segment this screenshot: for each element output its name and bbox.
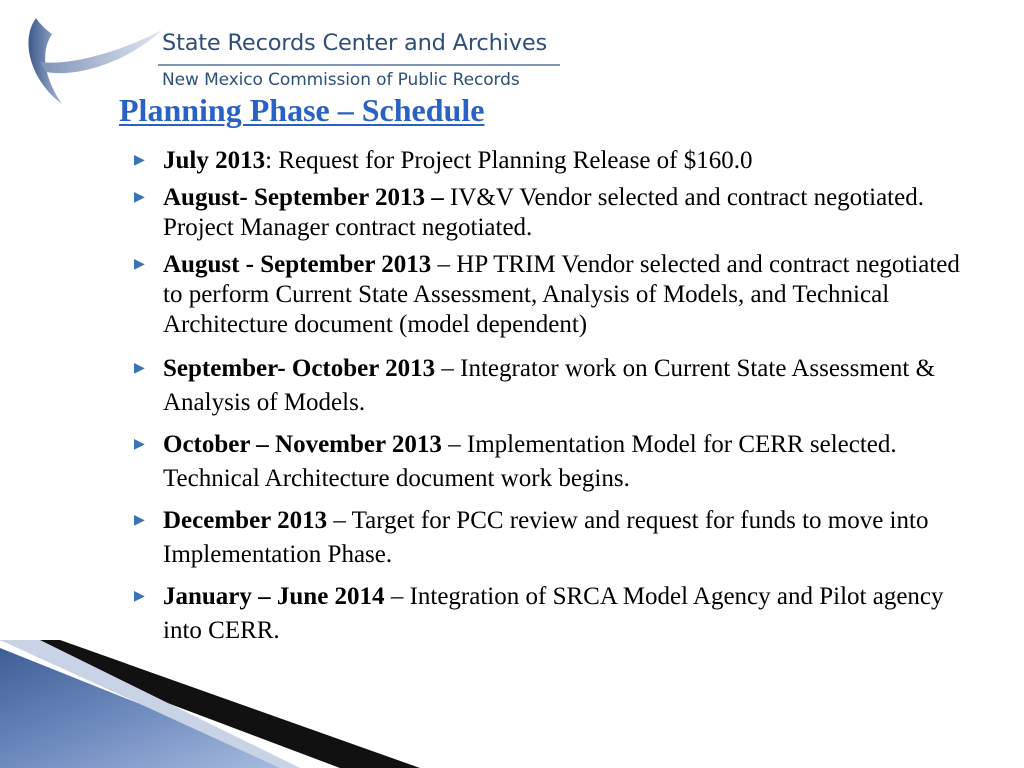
triangle-right-icon: ▶ xyxy=(134,257,145,272)
triangle-right-icon: ▶ xyxy=(134,361,145,376)
triangle-right-icon: ▶ xyxy=(134,437,145,452)
bullet-date: October – November 2013 xyxy=(163,431,442,458)
bullet-text: – HP TRIM Vendor selected and contract negotiated to perform Current State Assessment, Analysis of Models, and Technical Architecture document (model dependent) xyxy=(163,251,960,338)
bullet-date: August - September 2013 xyxy=(163,251,432,278)
bullet-date: December 2013 xyxy=(163,507,328,534)
bullet-item xyxy=(130,504,960,572)
bullet-text: – Integration of SRCA Model Agency and Pilot agency into CERR. xyxy=(163,583,944,644)
org-name: State Records Center and Archives xyxy=(162,30,547,56)
bullet-text: – Integrator work on Current State Assessment & Analysis of Models. xyxy=(163,355,936,416)
bullet-item xyxy=(130,352,960,420)
bullet-date: January – June 2014 xyxy=(163,583,385,610)
bullet-item xyxy=(130,183,960,243)
bullet-item xyxy=(130,250,960,340)
bullet-text: : Request for Project Planning Release of $160.0 xyxy=(265,147,753,174)
bullet-text: – Target for PCC review and request for funds to move into Implementation Phase. xyxy=(163,507,929,568)
slide-title: Planning Phase – Schedule xyxy=(119,92,485,128)
bullet-text: – Implementation Model for CERR selected. Technical Architecture document work begins. xyxy=(163,431,897,492)
schedule-bullet-list xyxy=(130,146,960,648)
triangle-right-icon: ▶ xyxy=(134,513,145,528)
triangle-right-icon: ▶ xyxy=(134,153,145,168)
bullet-date: September- October 2013 xyxy=(163,355,436,382)
bullet-date: August- September 2013 – xyxy=(163,184,444,211)
org-subtitle: New Mexico Commission of Public Records xyxy=(162,70,520,90)
bullet-item xyxy=(130,146,960,176)
triangle-right-icon: ▶ xyxy=(134,589,145,604)
corner-decoration xyxy=(0,640,420,768)
bullet-item xyxy=(130,580,960,648)
triangle-right-icon: ▶ xyxy=(134,190,145,205)
bullet-date: July 2013 xyxy=(163,147,266,174)
bullet-text: IV&V Vendor selected and contract negotiated. Project Manager contract negotiated. xyxy=(163,184,924,241)
bullet-item xyxy=(130,428,960,496)
header-divider xyxy=(158,64,560,66)
